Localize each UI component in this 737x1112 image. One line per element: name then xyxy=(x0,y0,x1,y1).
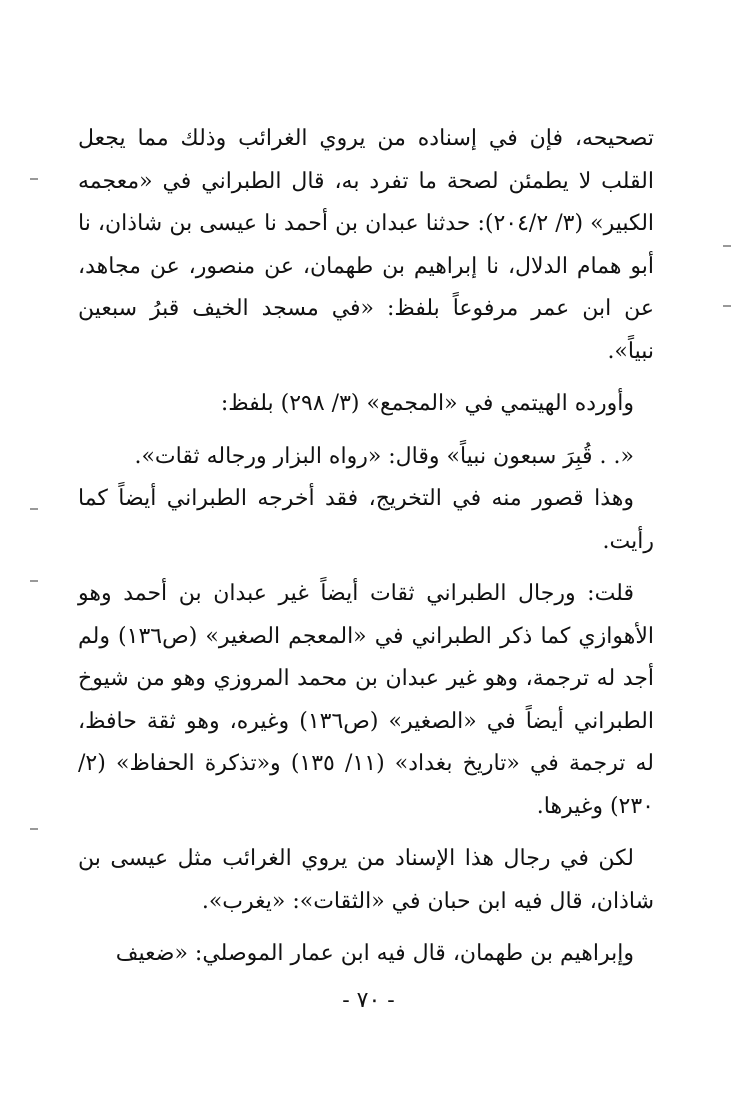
paragraph-hadith-isnad: تصحيحه، فإن في إسناده من يروي الغرائب وذلك مما يجعل القلب لا يطمئن لصحة ما تفرد به، قال الطبراني في «معجمه الكبير» (٣/ ٢٠٤/٢): حدثنا عبدان بن أحمد نا عيسى بن شاذان، نا أبو همام الدلال، نا إبراهيم بن طهمان، عن منصور، عن مجاهد، عن ابن عمر مرفوعاً بلفظ: «في مسجد الخيف قبرُ سبعين نبياً». xyxy=(78,126,655,364)
paragraph-haythami-mention: وأورده الهيتمي في «المجمع» (٣/ ٢٩٨) بلفظ: xyxy=(220,391,634,416)
scan-margin-marks xyxy=(30,0,50,1112)
page-number: - ٧٠ - xyxy=(342,988,395,1013)
paragraph-isa-ibn-shadhan: لكن في رجال هذا الإسناد من يروي الغرائب مثل عيسى بن شاذان، قال فيه ابن حبان في «الثقات»: «يغرب». xyxy=(78,846,654,914)
scan-speck xyxy=(30,580,38,582)
scan-speck xyxy=(30,828,38,830)
scan-margin-marks-right xyxy=(723,0,731,1112)
scan-speck xyxy=(723,305,731,307)
paragraph-ibrahim-ibn-tahman: وإبراهيم بن طهمان، قال فيه ابن عمار الموصلي: «ضعيف xyxy=(115,941,634,966)
scan-speck xyxy=(30,508,38,510)
page-body xyxy=(78,118,654,1048)
scan-speck xyxy=(30,178,38,180)
paragraph-rijal-discussion: قلت: ورجال الطبراني ثقات أيضاً غير عبدان بن أحمد وهو الأهوازي كما ذكر الطبراني في «المعجم الصغير» (ص١٣٦) ولم أجد له ترجمة، وهو غير عبدان بن محمد المروزي وهو من شيوخ الطبراني أيضاً في «الصغير» (ص١٣٦) وغيره، وهو ثقة حافظ، له ترجمة في «تاريخ بغداد» (١١/ ١٣٥) و«تذكرة الحفاظ» (٢/ ٢٣٠) وغيرها. xyxy=(78,581,655,819)
scan-speck xyxy=(723,245,731,247)
paragraph-takhrij-note: وهذا قصور منه في التخريج، فقد أخرجه الطبراني أيضاً كما رأيت. xyxy=(78,486,654,554)
paragraph-bazzar-quote: «. . قُبِرَ سبعون نبياً» وقال: «رواه البزار ورجاله ثقات». xyxy=(134,443,634,469)
